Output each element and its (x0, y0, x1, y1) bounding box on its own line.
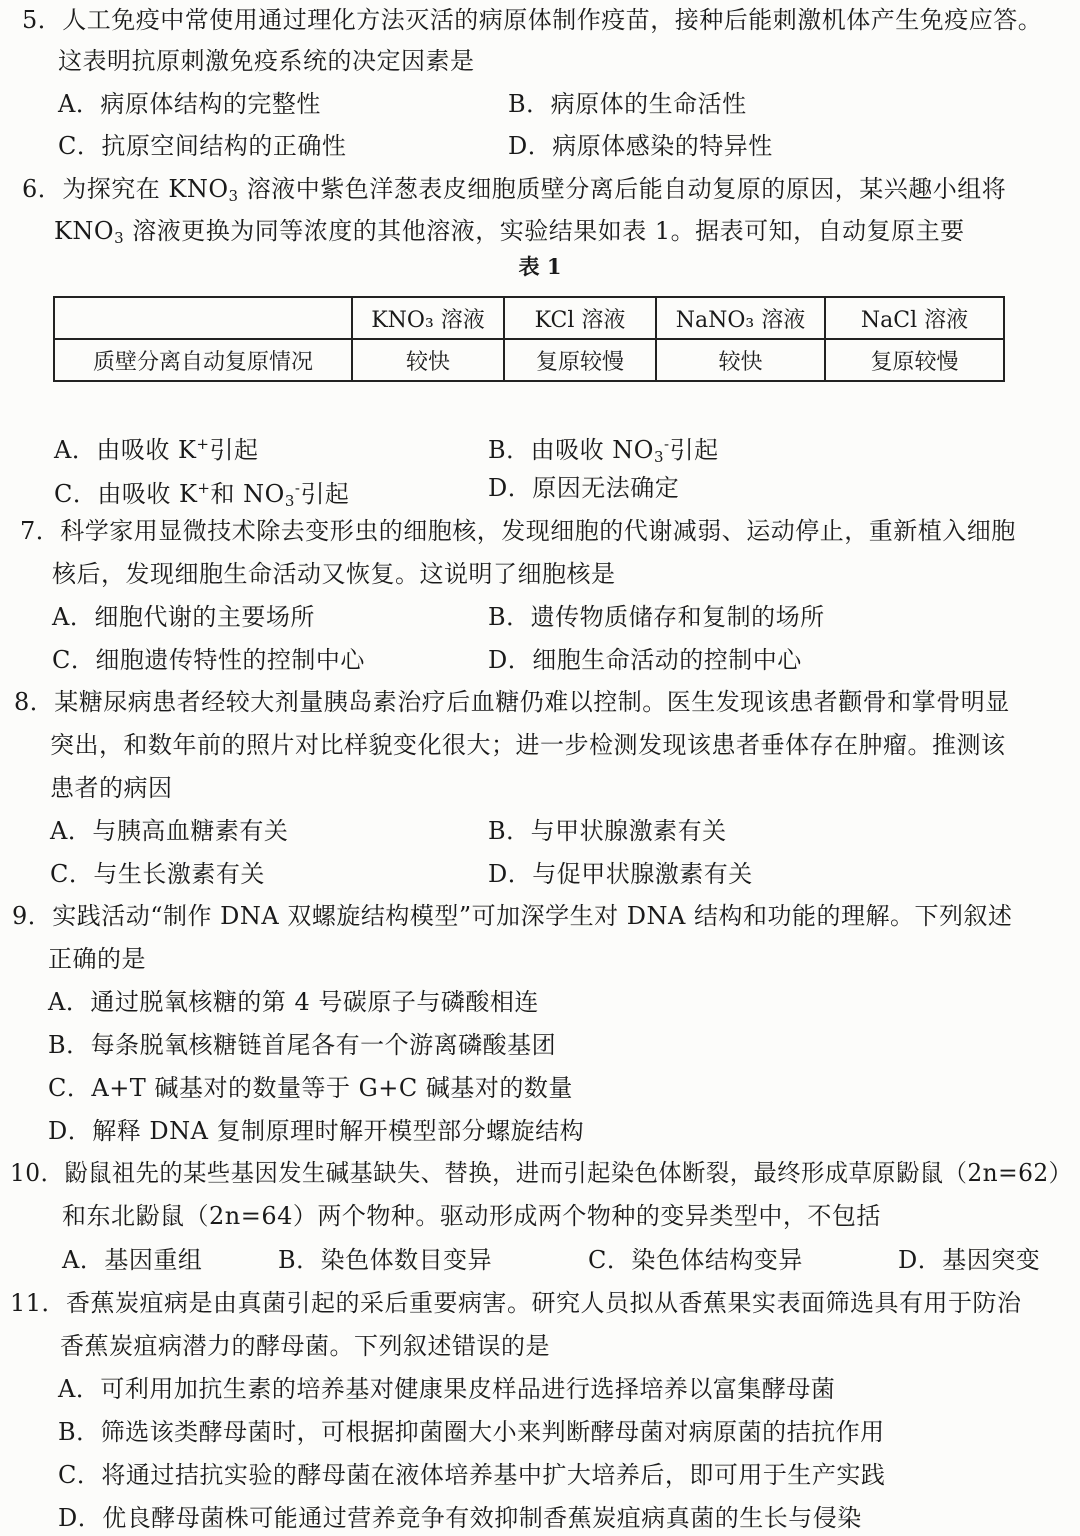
table-header-cell: KCl 溶液 (504, 297, 656, 339)
q8-option-d: D．与促甲状腺激素有关 (488, 860, 753, 888)
q9-option-a: A．通过脱氧核糖的第 4 号碳原子与磷酸相连 (48, 988, 539, 1016)
q11-stem-line1: 11．香蕉炭疽病是由真菌引起的采后重要病害。研究人员拟从香蕉果实表面筛选具有用于防治 (10, 1289, 1022, 1317)
q7-option-d: D．细胞生命活动的控制中心 (488, 646, 802, 674)
q8-option-b: B．与甲状腺激素有关 (488, 817, 727, 845)
q5-option-b: B．病原体的生命活性 (508, 90, 747, 118)
q10-option-b: B．染色体数目变异 (278, 1246, 493, 1274)
q11-option-a: A．可利用加抗生素的培养基对健康果皮样品进行选择培养以富集酵母菌 (58, 1375, 836, 1403)
q7-option-b: B．遗传物质储存和复制的场所 (488, 603, 825, 631)
q10-option-c: C．染色体结构变异 (588, 1246, 803, 1274)
q5-option-d: D．病原体感染的特异性 (508, 132, 773, 160)
q7-stem-line2: 核后，发现细胞生命活动又恢复。这说明了细胞核是 (52, 560, 616, 588)
table-header-cell: NaNO₃ 溶液 (656, 297, 825, 339)
q6-option-b: B．由吸收 $NO_3^-$引起 (488, 435, 719, 466)
q8-stem-line3: 患者的病因 (50, 774, 173, 802)
q11-option-d: D．优良酵母菌株可能通过营养竞争有效抑制香蕉炭疽病真菌的生长与侵染 (58, 1504, 862, 1532)
table-cell: 复原较慢 (504, 339, 656, 381)
q10-option-a: A．基因重组 (62, 1246, 203, 1274)
q7-option-a: A．细胞代谢的主要场所 (52, 603, 315, 631)
q6-option-c: C．由吸收 K+和 $NO_3^-$引起 (54, 479, 350, 510)
q8-option-c: C．与生长激素有关 (50, 860, 265, 888)
q6-option-d: D．原因无法确定 (488, 474, 680, 502)
table-header-row (54, 297, 1004, 339)
table-row-label: 质壁分离自动复原情况 (54, 339, 352, 381)
q5-stem-line1: 5．人工免疫中常使用通过理化方法灭活的病原体制作疫苗，接种后能刺激机体产生免疫应答。 (22, 6, 1043, 34)
q11-stem-line2: 香蕉炭疽病潜力的酵母菌。下列叙述错误的是 (60, 1332, 550, 1360)
q9-option-c: C．A+T 碱基对的数量等于 G+C 碱基对的数量 (48, 1074, 573, 1102)
q8-option-a: A．与胰高血糖素有关 (50, 817, 289, 845)
q9-stem-line1: 9．实践活动“制作 DNA 双螺旋结构模型”可加深学生对 DNA 结构和功能的理解。下列叙述 (12, 902, 1013, 930)
table-cell: 较快 (352, 339, 504, 381)
q7-stem-line1: 7．科学家用显微技术除去变形虫的细胞核，发现细胞的代谢减弱、运动停止，重新植入细胞 (20, 517, 1016, 545)
q11-option-c: C．将通过拮抗实验的酵母菌在液体培养基中扩大培养后，即可用于生产实践 (58, 1461, 886, 1489)
q6-option-a: A．由吸收 K+引起 (54, 435, 259, 464)
table-header-cell (54, 297, 352, 339)
table-header-cell: NaCl 溶液 (825, 297, 1004, 339)
q5-option-c: C．抗原空间结构的正确性 (58, 132, 347, 160)
table-cell: 较快 (656, 339, 825, 381)
q11-option-b: B．筛选该类酵母菌时，可根据抑菌圈大小来判断酵母菌对病原菌的拮抗作用 (58, 1418, 885, 1446)
q7-option-c: C．细胞遗传特性的控制中心 (52, 646, 365, 674)
q9-option-d: D．解释 DNA 复制原理时解开模型部分螺旋结构 (48, 1117, 585, 1145)
results-table (53, 296, 1005, 382)
table-cell: 复原较慢 (825, 339, 1004, 381)
q6-stem-line2: $KNO_3$ 溶液更换为同等浓度的其他溶液，实验结果如表 1。据表可知，自动复原主要 (54, 217, 965, 247)
q8-stem-line2: 突出，和数年前的照片对比样貌变化很大；进一步检测发现该患者垂体存在肿瘤。推测该 (50, 731, 1006, 759)
q10-stem-line2: 和东北鼢鼠（2n=64）两个物种。驱动形成两个物种的变异类型中，不包括 (62, 1202, 881, 1230)
q10-option-d: D．基因突变 (898, 1246, 1041, 1274)
q9-stem-line2: 正确的是 (48, 945, 146, 973)
table-header-cell: KNO₃ 溶液 (352, 297, 504, 339)
table-caption: 表 1 (518, 254, 562, 279)
q6-stem-line1: 6．为探究在 $KNO_3$ 溶液中紫色洋葱表皮细胞质壁分离后能自动复原的原因，某兴趣小组将 (22, 175, 1007, 205)
table-row (54, 339, 1004, 381)
q5-option-a: A．病原体结构的完整性 (58, 90, 321, 118)
q5-stem-line2: 这表明抗原刺激免疫系统的决定因素是 (58, 47, 475, 75)
q10-stem-line1: 10．鼢鼠祖先的某些基因发生碱基缺失、替换，进而引起染色体断裂，最终形成草原鼢鼠（2n=62） (10, 1159, 1073, 1187)
q9-option-b: B．每条脱氧核糖链首尾各有一个游离磷酸基团 (48, 1031, 557, 1059)
q8-stem-line1: 8．某糖尿病患者经较大剂量胰岛素治疗后血糖仍难以控制。医生发现该患者颧骨和掌骨明显 (14, 688, 1010, 716)
